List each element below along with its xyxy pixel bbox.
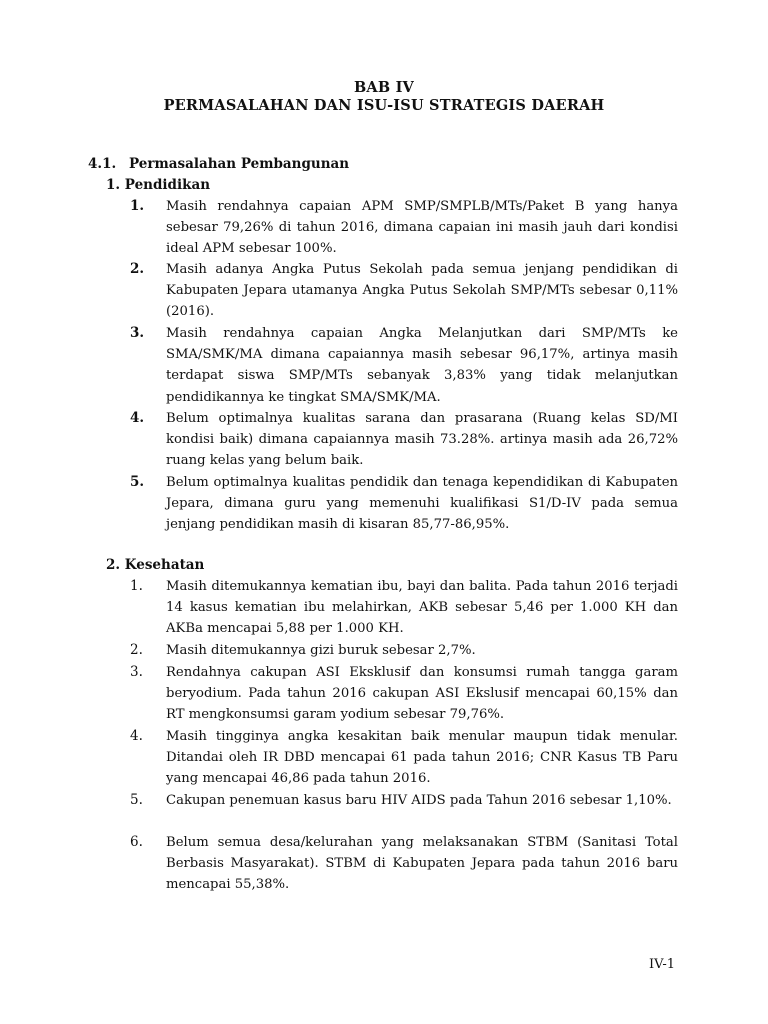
list-item-text: Masih ditemukannya gizi buruk sebesar 2,7%. xyxy=(166,643,476,658)
subsection-heading-kesehatan: 2. Kesehatan xyxy=(106,557,205,573)
list-item xyxy=(130,576,678,640)
list-item-number: 1. xyxy=(130,198,145,214)
list-item-number: 6. xyxy=(130,834,143,850)
list-item-text: Belum optimalnya kualitas pendidik dan tenaga kependidikan di Kabupaten Jepara, dimana guru yang memenuhi kualifikasi S1/D-IV pada semua jenjang pendidikan masih di kisaran 85,77-86,95%. xyxy=(166,475,678,533)
list-item-text: Masih ditemukannya kematian ibu, bayi dan balita. Pada tahun 2016 terjadi 14 kasus kematian ibu melahirkan, AKB sebesar 5,46 per 1.000 KH dan AKBa mencapai 5,88 per 1.000 KH. xyxy=(166,579,678,637)
list-item-text: Masih tingginya angka kesakitan baik menular maupun tidak menular. Ditandai oleh IR DBD mencapai 61 pada tahun 2016; CNR Kasus TB Paru yang mencapai 46,86 pada tahun 2016. xyxy=(166,729,678,787)
list-item-number: 4. xyxy=(130,410,145,426)
section-number: 4.1. xyxy=(88,156,117,172)
section-title: Permasalahan Pembangunan xyxy=(129,156,350,172)
list-item xyxy=(130,662,678,726)
list-item xyxy=(130,259,678,323)
list-item-text: Masih rendahnya capaian Angka Melanjutkan dari SMP/MTs ke SMA/SMK/MA dimana capaiannya masih sebesar 96,17%, artinya masih terdapat siswa SMP/MTs sebanyak 3,83% yang tidak melanjutkan pendidikannya ke tingkat SMA/SMK/MA. xyxy=(166,326,678,405)
list-item-text: Belum semua desa/kelurahan yang melaksanakan STBM (Sanitasi Total Berbasis Masyarakat). STBM di Kabupaten Jepara pada tahun 2016 baru mencapai 55,38%. xyxy=(166,835,678,893)
list-item-number: 3. xyxy=(130,664,143,680)
list-item xyxy=(130,196,678,260)
list-item xyxy=(130,408,678,472)
list-item-text: Masih adanya Angka Putus Sekolah pada semua jenjang pendidikan di Kabupaten Jepara utamanya Angka Putus Sekolah SMP/MTs sebesar 0,11% (2016). xyxy=(166,262,678,320)
list-item-text: Belum optimalnya kualitas sarana dan prasarana (Ruang kelas SD/MI kondisi baik) dimana capaiannya masih 73.28%. artinya masih ada 26,72% ruang kelas yang belum baik. xyxy=(166,411,678,469)
list-item-number: 2. xyxy=(130,642,143,658)
list-item-number: 3. xyxy=(130,325,145,341)
list-item-number: 5. xyxy=(130,792,143,808)
list-item-number: 1. xyxy=(130,578,143,594)
list-item xyxy=(130,726,678,790)
list-item-number: 4. xyxy=(130,728,143,744)
subsection-heading-pendidikan: 1. Pendidikan xyxy=(106,177,211,193)
list-item-text: Masih rendahnya capaian APM SMP/SMPLB/MTs/Paket B yang hanya sebesar 79,26% di tahun 2016, dimana capaian ini masih jauh dari kondisi ideal APM sebesar 100%. xyxy=(166,199,678,257)
list-item-text: Cakupan penemuan kasus baru HIV AIDS pada Tahun 2016 sebesar 1,10%. xyxy=(166,793,672,808)
chapter-title: PERMASALAHAN DAN ISU-ISU STRATEGIS DAERAH xyxy=(163,97,605,114)
list-item xyxy=(130,472,678,536)
list-item xyxy=(130,323,678,408)
chapter-label: BAB IV xyxy=(353,79,415,96)
list-item xyxy=(130,640,678,661)
list-item-text: Rendahnya cakupan ASI Eksklusif dan konsumsi rumah tangga garam beryodium. Pada tahun 2016 cakupan ASI Ekslusif mencapai 60,15% dan RT mengkonsumsi garam yodium sebesar 79,76%. xyxy=(166,665,678,723)
list-item xyxy=(130,832,678,896)
page-number: IV-1 xyxy=(649,957,675,972)
list-item xyxy=(130,790,678,811)
list-item-number: 2. xyxy=(130,261,145,277)
list-item-number: 5. xyxy=(130,474,145,490)
